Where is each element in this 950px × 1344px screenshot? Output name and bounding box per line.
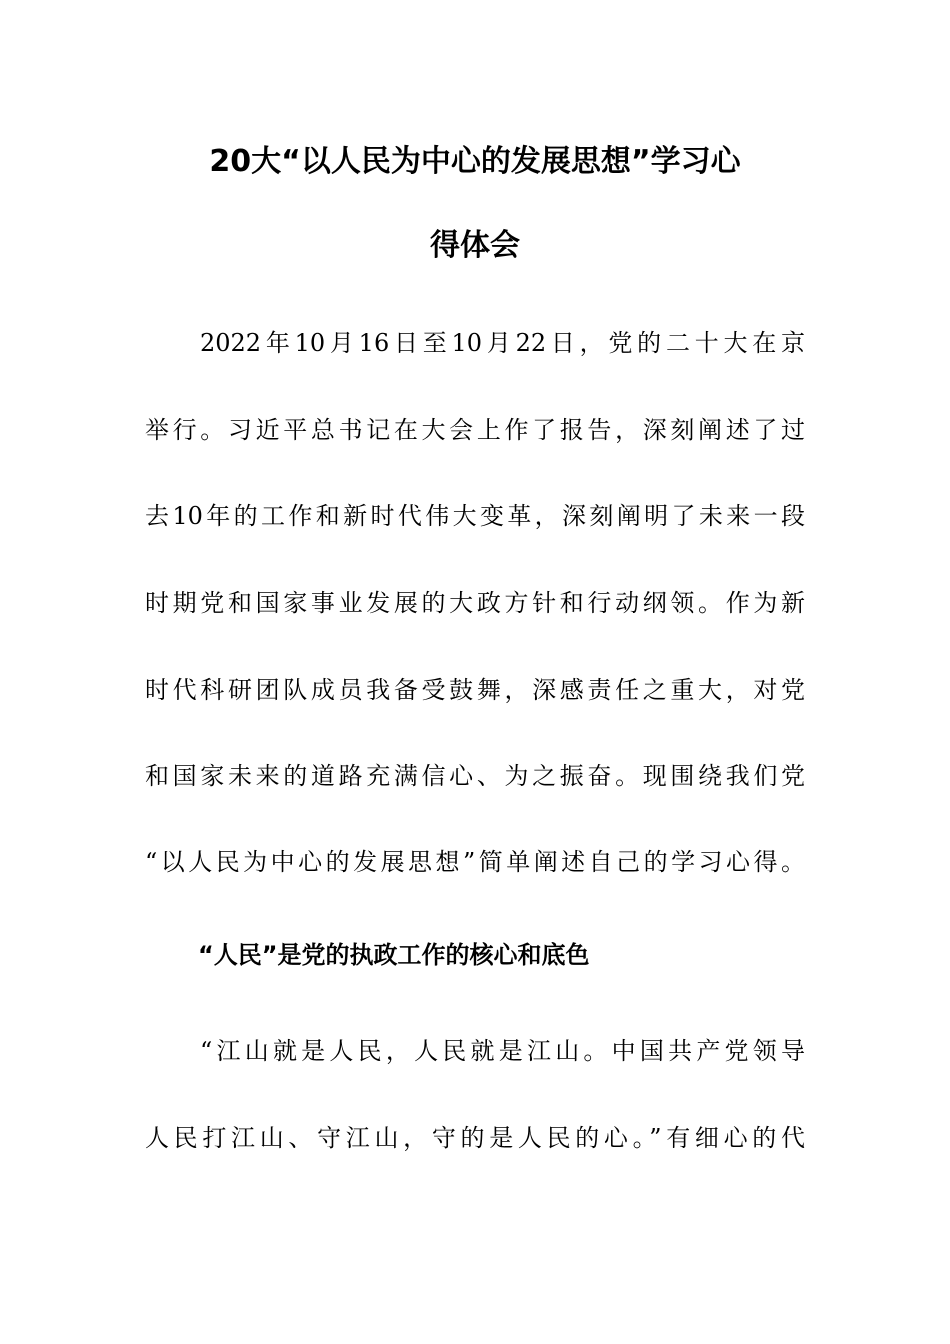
paragraph-1-line-7: “以人民为中心的发展思想”简单阐述自己的学习心得。 — [145, 848, 805, 876]
paragraph-1-line-5: 时代科研团队成员我备受鼓舞，深感责任之重大，对党 — [145, 676, 805, 704]
document-title-line-1: 20大“以人民为中心的发展思想”学习心 — [209, 144, 741, 179]
paragraph-1-line-1: 2022年10月16日至10月22日，党的二十大在京 — [200, 329, 805, 357]
paragraph-1-line-2: 举行。习近平总书记在大会上作了报告，深刻阐述了过 — [145, 416, 805, 444]
paragraph-2-line-1: “江山就是人民，人民就是江山。中国共产党领导 — [200, 1037, 805, 1065]
paragraph-1-line-3: 去10年的工作和新时代伟大变革，深刻阐明了未来一段 — [145, 502, 805, 530]
paragraph-2-line-2: 人民打江山、守江山，守的是人民的心。”有细心的代 — [145, 1124, 805, 1152]
paragraph-1-line-4: 时期党和国家事业发展的大政方针和行动纲领。作为新 — [145, 589, 805, 617]
document-title-line-2: 得体会 — [430, 228, 520, 263]
section-heading: “人民”是党的执政工作的核心和底色 — [198, 941, 590, 969]
paragraph-1-line-6: 和国家未来的道路充满信心、为之振奋。现围绕我们党 — [145, 762, 805, 790]
